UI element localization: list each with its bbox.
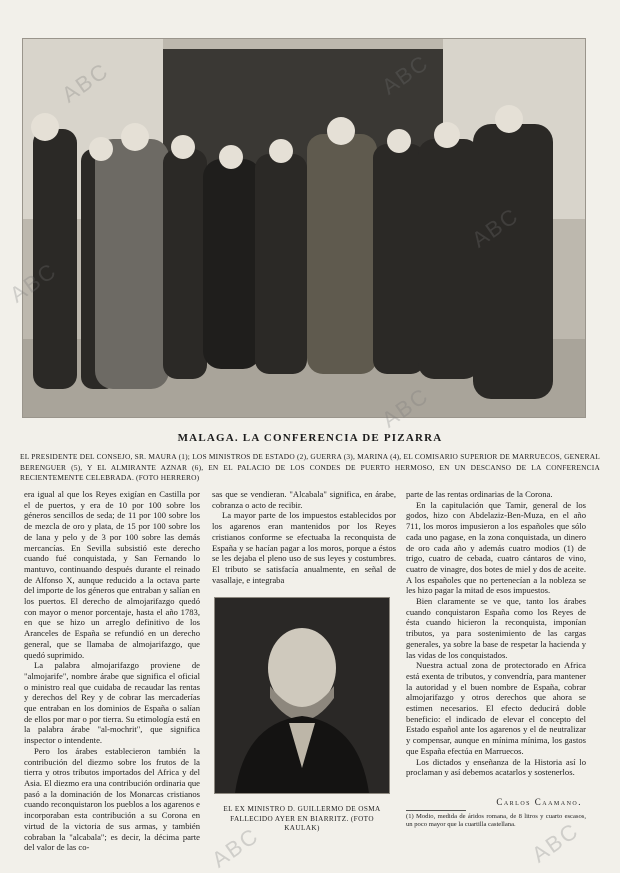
- paragraph: Bien claramente se ve que, tanto los árabes cuando conquistaron España como los Reyes de ésta cuando hicieron la reconquista, imponían tributos, ya para sostenimiento de las cargas generales, ya sobre la base de respetar la hacienda y las vidas de los conquistados.: [406, 596, 586, 660]
- paragraph: Pero los árabes establecieron también la contribución del diezmo sobre los frutos de la tierra y otros tributos importados del Africa y del Asia. El diezmo era una contribución ordinaria que pasó a la dominación de los Monarcas cristianos cuando reconquistaron los pueblos a los agarenos e incorporaban esta contribución a su Corona en virtud de la victoria de sus armas, y también cobraban la "alcabala"; es decir, la décima parte del valor de las co-: [24, 745, 200, 853]
- watermark: ABC: [467, 202, 524, 253]
- watermark: ABC: [377, 49, 434, 100]
- paragraph: En la capitulación que Tamir, general de los godos, hizo con Abdelaziz-Ben-Muza, en el año 711, los moros impusieron a los españoles que sólo cada uno pagase, en la zona conquistada, un dinero de oro cada año y además cuatro modios (1) de trigo, cuatro de cebada, cuatro cántaros de vino, cuatro de vinagre, dos botes de miel y dos de aceite. A los españoles que no pertenecían a la nobleza se les hizo pagar la mitad de esos impuestos.: [406, 499, 586, 596]
- paragraph: era igual al que los Reyes exigían en Castilla por el de puertos, y era de 10 por 100 sobre los géneros sencillos de seda; de 11 por 100 sobre los de mezcla de oro y plata, de 15 por 100 sobre los de lana y pelo y de 3 por 100 sobre las demás mercancías. En Sevilla subsistió este derecho cuando fué conquistada, y San Fernando lo mantuvo, continuando después durante el reinado de Alfonso X, aunque reducido a la octava parte del importe de los géneros que entraban y salían en los puertos. El derecho de almojarifazgo quedó con mayor o menor porcentaje, hasta el año 1783, en que se hizo un arreglo definitivo de los Aranceles de España se refundió en un derecho general, que se llamaba de almojarifazgo, que quedó suprimido.: [24, 489, 200, 660]
- paragraph: sas que se vendieran. "Alcabala" significa, en árabe, cobranza o acto de recibir.: [212, 489, 396, 510]
- group-photo: [22, 38, 586, 418]
- photo-title: MALAGA. LA CONFERENCIA DE PIZARRA: [177, 432, 443, 444]
- author-signature: Carlos Caamano.: [496, 797, 582, 807]
- paragraph: Nuestra actual zona de protectorado en Africa está exenta de tributos, y convendría, para mantener la autoridad y el buen nombre de España, cobrar almojarifazgo y otros derechos que ahora se estimen necesarios. El efecto deducirá doble beneficio: el indicado de elevar el concepto del Estado español ante los agarenos y el de neutralizar y compensar, aunque en mínima mínima, los gastos que España efectúa en Marruecos.: [406, 660, 586, 756]
- paragraph: Los dictados y enseñanza de la Historia así lo proclaman y así debemos acatarlos y sostenerlos.: [406, 756, 586, 778]
- text-column-2: [212, 489, 396, 585]
- footnote: (1) Modio, medida de áridos romana, de 8 litros y cuarto escasos, un poco mayor que la cuartilla castellana.: [406, 813, 586, 829]
- paragraph: La mayor parte de los impuestos establecidos por los agarenos eran mantenidos por los Reyes cristianos conforme se efectuaba la reconquista de España y se hacían pagar a los moros, porque a éstos se les dejaba el pleno uso de sus leyes y costumbres. El tributo se satisfacía anualmente, en señal de vasallaje, e integraba: [212, 510, 396, 585]
- text-column-1: [24, 489, 200, 853]
- paragraph: parte de las rentas ordinarias de la Corona.: [406, 489, 553, 499]
- watermark: ABC: [377, 382, 434, 433]
- footnote-divider: [406, 810, 466, 811]
- watermark: ABC: [5, 257, 62, 308]
- watermark: ABC: [207, 822, 264, 873]
- portrait-photo: [214, 597, 390, 794]
- photo-caption: EL PRESIDENTE DEL CONSEJO, SR. MAURA (1); LOS MINISTROS DE ESTADO (2), GUERRA (3), MARINA (4), EL COMISARIO SUPERIOR DE MARRUECOS, GENERAL BERENGUER (5), Y EL ALMIRANTE AZNAR (6), EN EL PALACIO DE LOS CONDES DE PUERTO HERMOSO, EN UN DESCANSO DE LA CONFERENCIA RECIENTEMENTE CELEBRADA. (FOTO HERRERO): [20, 452, 600, 483]
- watermark: ABC: [57, 57, 114, 108]
- portrait-caption: EL EX MINISTRO D. GUILLERMO DE OSMA FALLECIDO AYER EN BIARRITZ. (FOTO KAULAK): [223, 805, 381, 833]
- text-column-3: [406, 489, 586, 778]
- paragraph: La palabra almojarifazgo proviene de "almojarife", nombre árabe que significa el oficial o ministro real que cuidaba de recaudar las rentas y derechos del Rey y de cobrar las mercaderías que entraban en los dominios de España o salían de ellos por mar o por tierra. Su etimología está en la palabra árabe "al-mochrit", que significa inspector o intendente.: [24, 660, 200, 746]
- watermark: ABC: [527, 817, 584, 868]
